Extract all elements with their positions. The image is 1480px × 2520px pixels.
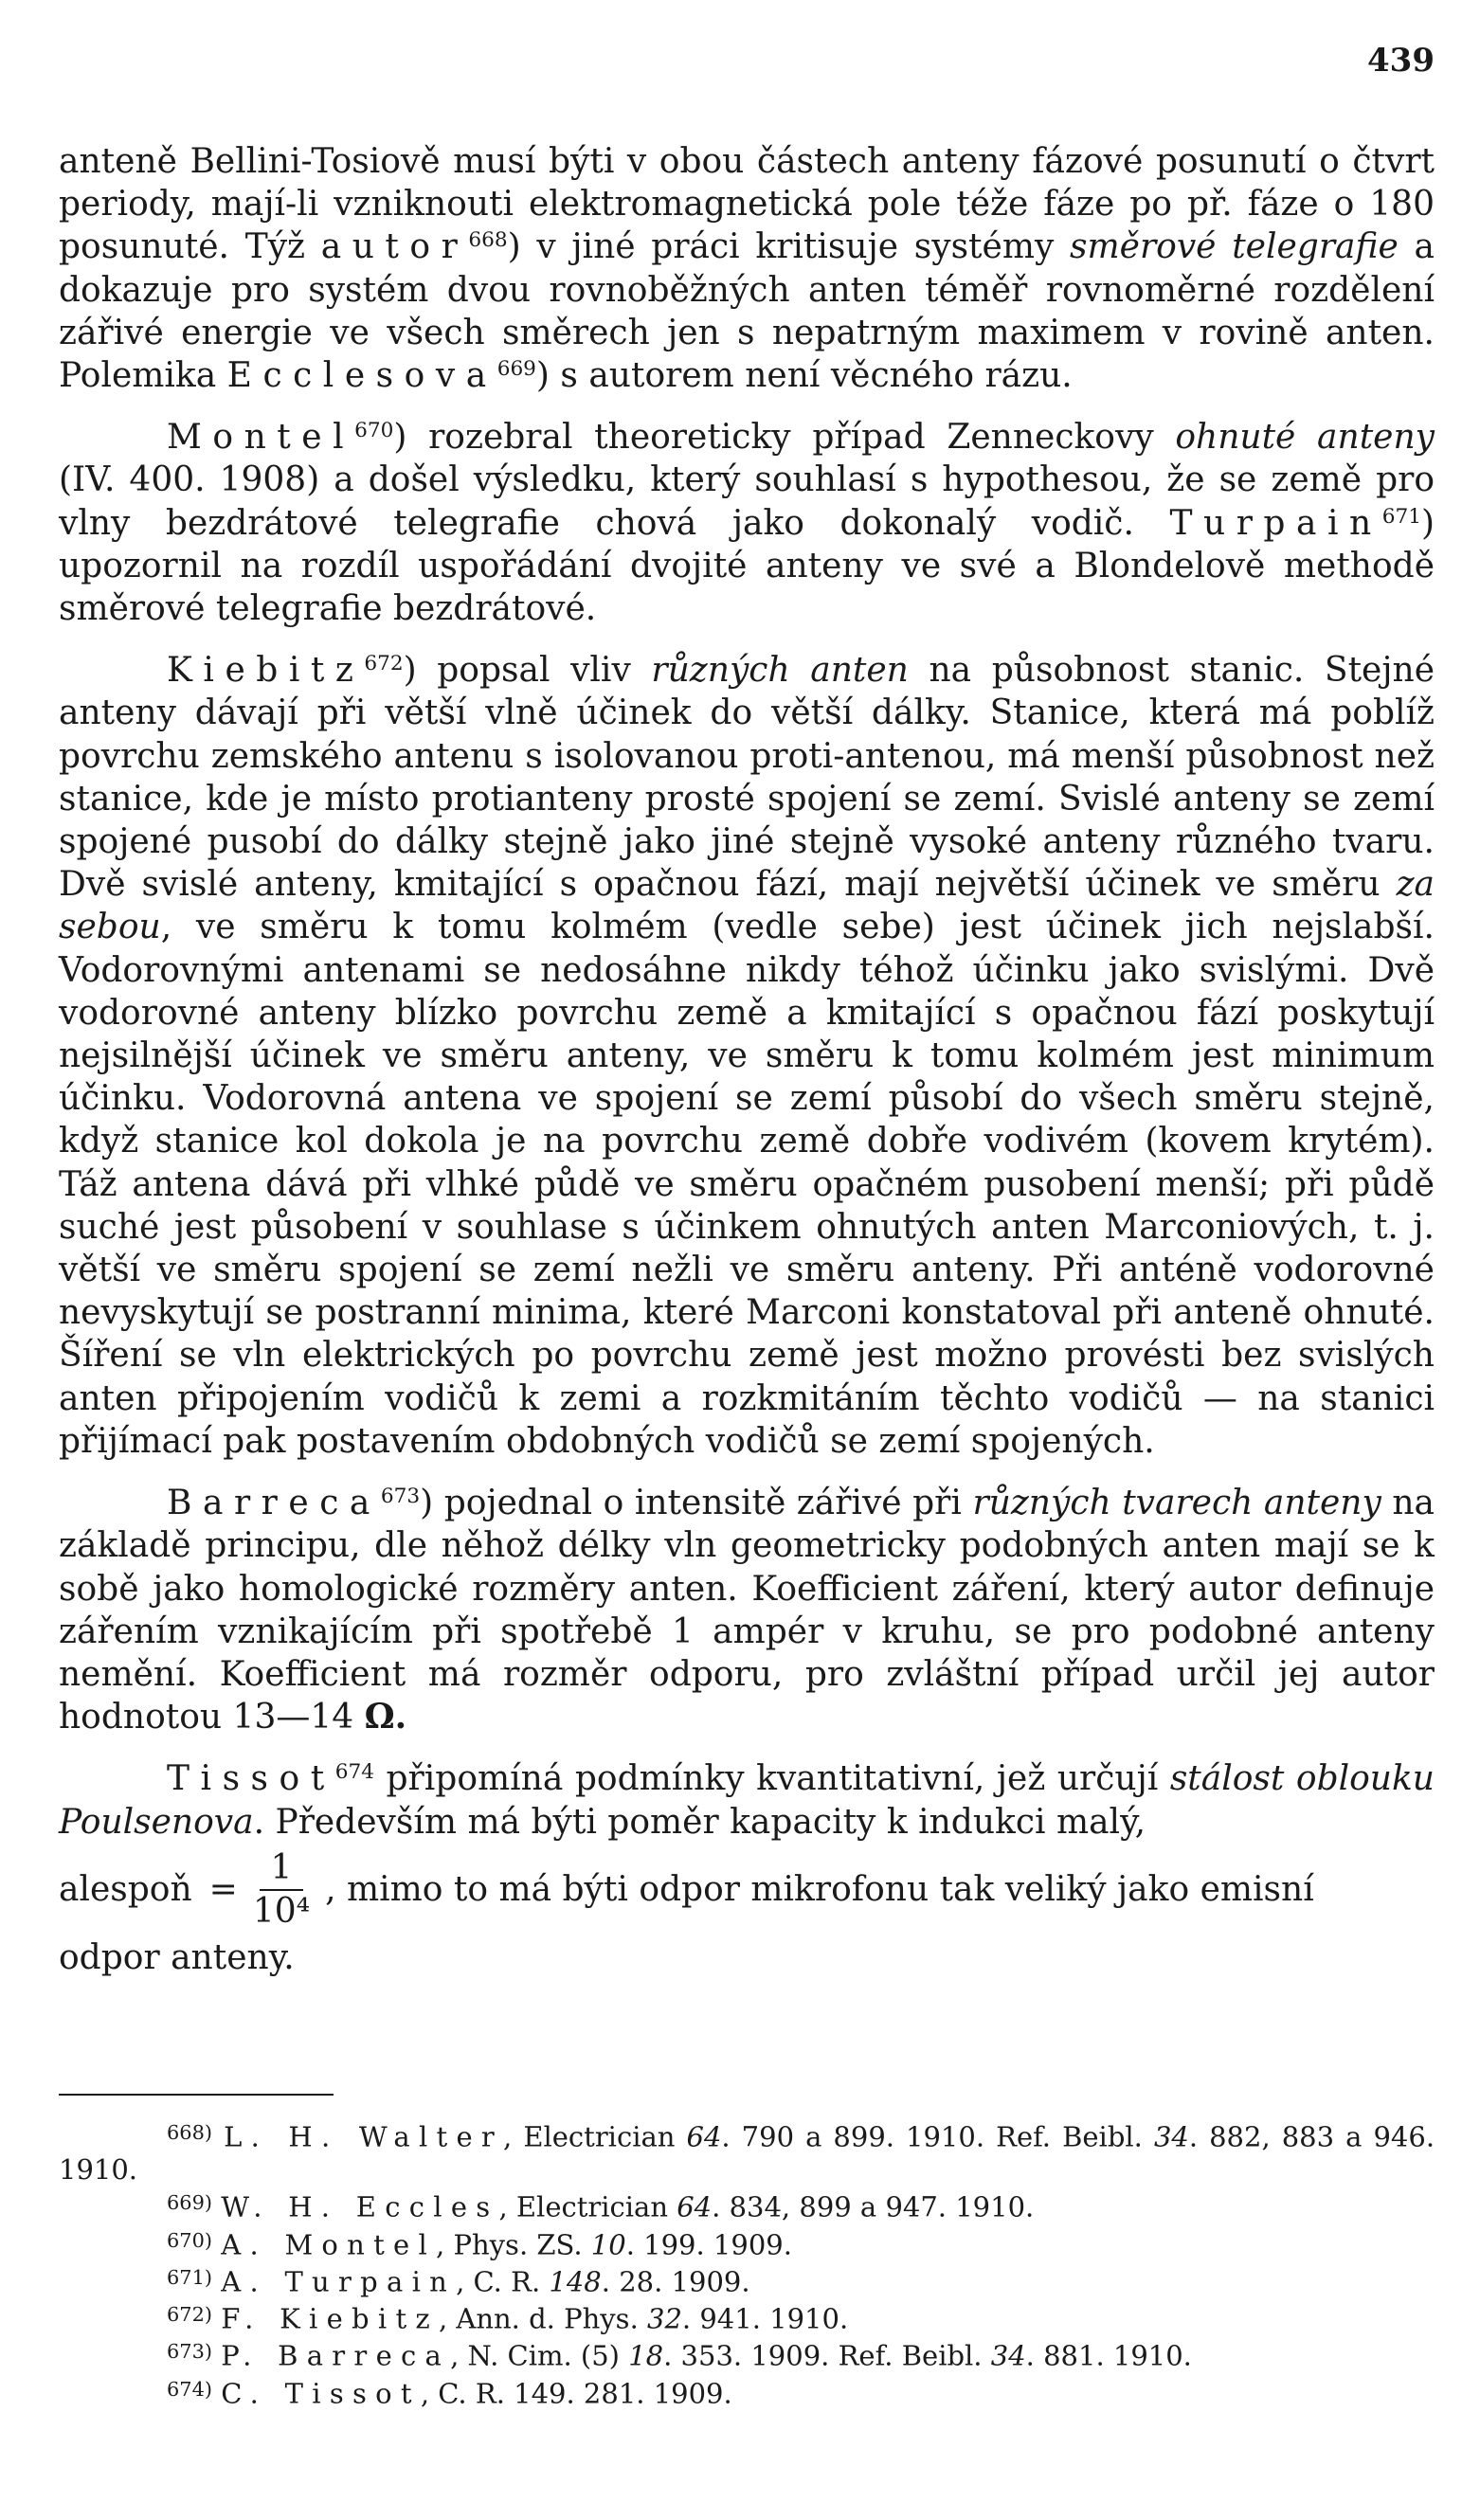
paragraph-2: Montel$^{670}$) rozebral theoreticky případ Zenneckovy ohnuté anteny (IV. 400. 1908) a došel výsledku, který souhlasí s hypothesou, že se země pro vlny bezdrátové telegrafie chová jako dokonalý vodič. Turpain$^{671}$) upozornil na rozdíl uspořádání dvojité anteny ve své a Blondelově methodě směrové telegrafie bezdrátové. <box>59 418 1435 629</box>
equation-line: alespoň = $\frac{1}{\text{10⁴}}$ , mimo to má býti odpor mikrofonu tak veliký jako emisní <box>59 1847 1314 1931</box>
footnote-ref: 671 <box>1381 504 1421 529</box>
paragraph-1: anteně Bellini-Tosiově musí býti v obou částech anteny fázové posunutí o čtvrt periody, mají-li vzniknouti elektromagnetická pole téže fáze po př. fáze o 180 posunuté. Týž autor$^{668}$) v jiné práci kritisuje systémy směrové telegrafie a dokazuje pro systém dvou rovnoběžných anten téměř rovnoměrné rozdělení zářivé energie ve všech směrech jen s nepatrným maximem v rovině anten. Polemika Ecclesova$^{669}$) s autorem není věcného rázu. <box>59 142 1435 396</box>
footnote-ref: 673 <box>380 1485 421 1509</box>
footnote-ref: 672 <box>364 652 404 676</box>
author-name: autor <box>320 227 469 267</box>
footnotes <box>59 2116 1435 2410</box>
footnote-divider <box>59 2094 334 2096</box>
paragraph-5: Tissot$^{674}$ připomíná podmínky kvantitativní, jež určují stálost oblouku Poulsenova. Především má býti poměr kapacity k indukci malý, <box>59 1759 1435 1842</box>
fraction-denominator: 10⁴ <box>252 1891 311 1931</box>
footnote: $^{670)}$ A. Montel, Phys. ZS. 10. 199. 1909. <box>167 2227 792 2260</box>
paragraph-5-end: odpor anteny. <box>59 1937 295 1977</box>
omega-symbol: Ω. <box>364 1697 407 1737</box>
author-name: Ecclesova <box>226 356 497 396</box>
footnote: $^{668)}$ L. H. Walter, Electrician 64. 790 a 899. 1910. Ref. Beibl. 34. 882, 883 a 946. 1910. <box>59 2120 1435 2187</box>
author-name: Montel <box>167 418 355 458</box>
author-name: Turpain <box>1169 503 1382 543</box>
fraction <box>253 1847 310 1933</box>
paragraph-4: Barreca$^{673}$) pojednal o intensitě zářivé při různých tvarech anteny na základě principu, dle něhož délky vln geometricky podobných anten mají se k sobě jako homologické rozměry anten. Koefficient záření, který autor definuje zářením vznikajícím při spotřebě 1 ampér v kruhu, se pro podobné anteny nemění. Koefficient má rozměr odporu, pro zvláštní případ určil jej autor hodnotou 13—14 Ω. <box>59 1484 1435 1737</box>
footnote-ref: 674 <box>334 1760 374 1785</box>
fraction-numerator: 1 <box>260 1847 304 1891</box>
footnote: $^{671)}$ A. Turpain, C. R. 148. 28. 1909. <box>167 2265 750 2298</box>
footnote: $^{674)}$ C. Tissot, C. R. 149. 281. 1909. <box>167 2377 732 2410</box>
author-name: Kiebitz <box>167 651 365 691</box>
author-name: Tissot <box>167 1759 335 1799</box>
footnote-ref: 668 <box>468 228 508 253</box>
footnote: $^{672)}$ F. Kiebitz, Ann. d. Phys. 32. 941. 1910. <box>167 2302 849 2335</box>
body-text <box>59 140 1435 1998</box>
footnote-ref: 669 <box>496 357 536 382</box>
paragraph-3: Kiebitz$^{672}$) popsal vliv různých anten na působnost stanic. Stejné anteny dávají při větší vlně účinek do větší dálky. Stanice, která má poblíž povrchu zemského antenu s isolovanou proti-antenou, má menší působnost než stanice, kde je místo protianteny prosté spojení se zemí. Svislé anteny se zemí spojené pusobí do dálky stejně jako jiné stejně vysoké anteny různého tvaru. Dvě svislé anteny, kmitající s opačnou fází, mají největší účinek ve směru za sebou, ve směru k tomu kolmém (vedle sebe) jest účinek jich nejslabší. Vodorovnými antenami se nedosáhne nikdy téhož účinku jako svislými. Dvě vodorovné anteny blízko povrchu země a kmitající s opačnou fází poskytují nejsilnější účinek ve směru anteny, ve směru k tomu kolmém jest minimum účinku. Vodorovná antena ve spojení se zemí působí do všech směru stejně, když stanice kol dokola je na povrchu země dobře vodivém (kovem krytém). Táž antena dává při vlhké půdě ve směru opačném pusobení menší; při půdě suché jest působení v souhlase s účinkem ohnutých anten Marconiových, t. j. větší ve směru spojení se zemí nežli ve směru anteny. Při anténě vodorovné nevyskytují se postranní minima, které Marconi konstatoval při anteně ohnuté. Šíření se vln elektrických po povrchu země jest možno provésti bez svislých anten připojením vodičů k zemi a rozkmitáním těchto vodičů — na stanici přijímací pak postavením obdobných vodičů se zemí spojených. <box>59 651 1435 1461</box>
footnote: $^{669)}$ W. H. Eccles, Electrician 64. 834, 899 a 947. 1910. <box>167 2190 1035 2223</box>
author-name: Barreca <box>167 1484 381 1523</box>
footnote: $^{673)}$ P. Barreca, N. Cim. (5) 18. 353. 1909. Ref. Beibl. 34. 881. 1910. <box>167 2339 1192 2372</box>
footnote-ref: 670 <box>354 419 394 443</box>
page-number: 439 <box>1367 42 1435 80</box>
